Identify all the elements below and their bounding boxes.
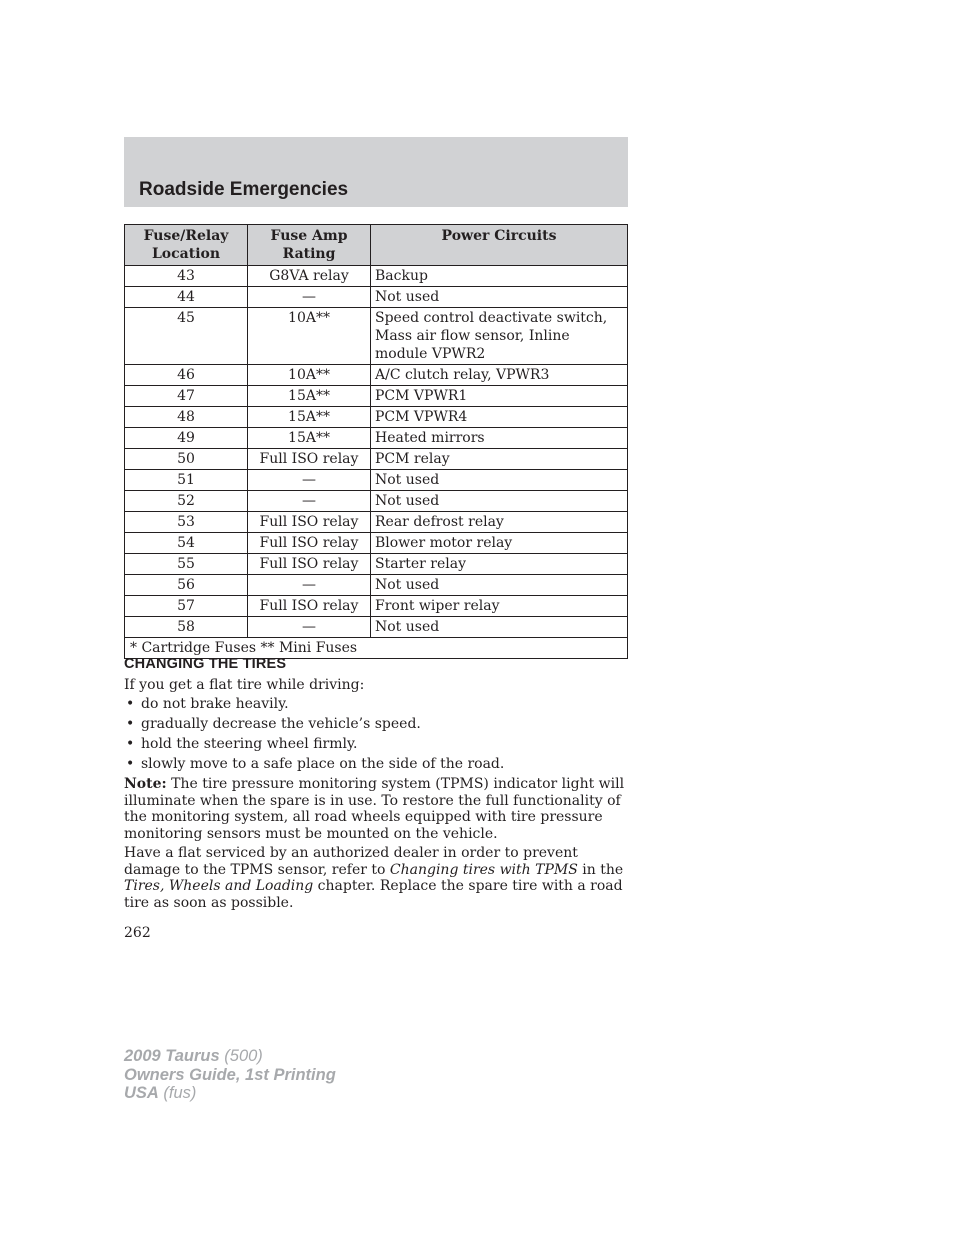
cell-location: 56 bbox=[125, 575, 248, 596]
footer-line-guide bbox=[124, 1066, 336, 1085]
note-paragraph bbox=[124, 776, 628, 842]
fuse-table bbox=[124, 224, 628, 659]
service-text-a: Have a flat serviced by an authorized dealer in order to prevent damage to the TPMS sensor, refer to bbox=[124, 845, 578, 878]
cell-amp-rating: Full ISO relay bbox=[248, 554, 371, 575]
section-heading: CHANGING THE TIRES bbox=[124, 656, 287, 672]
table-row bbox=[125, 386, 628, 407]
table-row bbox=[125, 470, 628, 491]
list-item-text: do not brake heavily. bbox=[141, 696, 289, 712]
cell-amp-rating: — bbox=[248, 287, 371, 308]
table-row bbox=[125, 449, 628, 470]
table-row bbox=[125, 512, 628, 533]
cell-amp-rating: — bbox=[248, 491, 371, 512]
table-row bbox=[125, 365, 628, 386]
cell-power-circuits: Speed control deactivate switch, Mass air flow sensor, Inline module VPWR2 bbox=[371, 308, 628, 365]
cell-power-circuits: A/C clutch relay, VPWR3 bbox=[371, 365, 628, 386]
cell-location: 52 bbox=[125, 491, 248, 512]
cell-amp-rating: — bbox=[248, 617, 371, 638]
cell-amp-rating: G8VA relay bbox=[248, 266, 371, 287]
cell-amp-rating: 10A** bbox=[248, 308, 371, 365]
cell-location: 58 bbox=[125, 617, 248, 638]
cell-amp-rating: Full ISO relay bbox=[248, 449, 371, 470]
table-row bbox=[125, 308, 628, 365]
cell-location: 49 bbox=[125, 428, 248, 449]
bullet-icon: • bbox=[126, 696, 135, 712]
cell-power-circuits: Not used bbox=[371, 575, 628, 596]
cell-power-circuits: PCM VPWR1 bbox=[371, 386, 628, 407]
footer-imprint bbox=[124, 1047, 336, 1103]
table-row bbox=[125, 266, 628, 287]
cell-power-circuits: PCM relay bbox=[371, 449, 628, 470]
cell-location: 57 bbox=[125, 596, 248, 617]
footer-guide: Owners Guide, 1st Printing bbox=[124, 1065, 336, 1084]
table-row bbox=[125, 491, 628, 512]
cell-amp-rating: 15A** bbox=[248, 386, 371, 407]
list-item-text: hold the steering wheel firmly. bbox=[141, 736, 358, 752]
cell-amp-rating: Full ISO relay bbox=[248, 533, 371, 554]
reference-tpms: Changing tires with TPMS bbox=[389, 861, 578, 878]
column-header-amp-rating: Fuse Amp Rating bbox=[248, 225, 371, 266]
cell-amp-rating: — bbox=[248, 470, 371, 491]
table-footnote: * Cartridge Fuses ** Mini Fuses bbox=[125, 638, 628, 659]
cell-location: 43 bbox=[125, 266, 248, 287]
cell-power-circuits: Rear defrost relay bbox=[371, 512, 628, 533]
service-text-c: chapter. Replace the spare tire with a road tire as soon as possible. bbox=[124, 878, 623, 911]
list-item bbox=[124, 716, 628, 733]
cell-location: 46 bbox=[125, 365, 248, 386]
cell-power-circuits: Heated mirrors bbox=[371, 428, 628, 449]
cell-amp-rating: 15A** bbox=[248, 428, 371, 449]
table-row bbox=[125, 533, 628, 554]
table-row bbox=[125, 428, 628, 449]
header-band bbox=[124, 137, 628, 207]
bullet-icon: • bbox=[126, 736, 135, 752]
table-row bbox=[125, 575, 628, 596]
footer-line-model bbox=[124, 1047, 336, 1066]
page-number: 262 bbox=[124, 925, 151, 941]
cell-power-circuits: Not used bbox=[371, 491, 628, 512]
cell-location: 47 bbox=[125, 386, 248, 407]
service-paragraph bbox=[124, 845, 628, 911]
list-item-text: slowly move to a safe place on the side of the road. bbox=[141, 756, 505, 772]
note-text: The tire pressure monitoring system (TPMS) indicator light will illuminate when the spare is in use. To restore the full functionality of the monitoring system, all road wheels equipped with tire pressure monitoring sensors must be mounted on the vehicle. bbox=[124, 776, 625, 842]
bullet-list bbox=[124, 696, 628, 773]
footer-model-code: (500) bbox=[219, 1047, 263, 1065]
cell-location: 53 bbox=[125, 512, 248, 533]
cell-power-circuits: Not used bbox=[371, 470, 628, 491]
footer-market-code: (fus) bbox=[158, 1084, 197, 1102]
table-row bbox=[125, 554, 628, 575]
list-item-text: gradually decrease the vehicle’s speed. bbox=[141, 716, 421, 732]
note-label: Note: bbox=[124, 776, 167, 792]
table-row bbox=[125, 596, 628, 617]
column-header-location: Fuse/Relay Location bbox=[125, 225, 248, 266]
footer-model: 2009 Taurus bbox=[124, 1047, 220, 1065]
cell-power-circuits: Not used bbox=[371, 287, 628, 308]
cell-power-circuits: Front wiper relay bbox=[371, 596, 628, 617]
changing-tires-section bbox=[124, 656, 628, 914]
cell-location: 51 bbox=[125, 470, 248, 491]
list-item bbox=[124, 756, 628, 773]
table-row bbox=[125, 617, 628, 638]
cell-power-circuits: Not used bbox=[371, 617, 628, 638]
cell-location: 55 bbox=[125, 554, 248, 575]
cell-power-circuits: Backup bbox=[371, 266, 628, 287]
table-row bbox=[125, 407, 628, 428]
footer-market: USA bbox=[124, 1084, 159, 1102]
cell-amp-rating: — bbox=[248, 575, 371, 596]
cell-amp-rating: 15A** bbox=[248, 407, 371, 428]
column-header-power-circuits: Power Circuits bbox=[371, 225, 628, 266]
list-item bbox=[124, 736, 628, 753]
bullet-icon: • bbox=[126, 716, 135, 732]
intro-text: If you get a flat tire while driving: bbox=[124, 676, 365, 693]
cell-location: 50 bbox=[125, 449, 248, 470]
cell-amp-rating: Full ISO relay bbox=[248, 596, 371, 617]
cell-location: 48 bbox=[125, 407, 248, 428]
table-header-row bbox=[125, 225, 628, 266]
cell-power-circuits: Starter relay bbox=[371, 554, 628, 575]
cell-amp-rating: 10A** bbox=[248, 365, 371, 386]
cell-location: 54 bbox=[125, 533, 248, 554]
bullet-icon: • bbox=[126, 756, 135, 772]
fuse-table-body bbox=[125, 266, 628, 638]
table-row bbox=[125, 287, 628, 308]
cell-location: 45 bbox=[125, 308, 248, 365]
cell-power-circuits: Blower motor relay bbox=[371, 533, 628, 554]
service-text-b: in the bbox=[577, 861, 624, 878]
footer-line-market bbox=[124, 1084, 336, 1103]
reference-chapter: Tires, Wheels and Loading bbox=[124, 878, 314, 894]
cell-amp-rating: Full ISO relay bbox=[248, 512, 371, 533]
list-item bbox=[124, 696, 628, 713]
cell-location: 44 bbox=[125, 287, 248, 308]
cell-power-circuits: PCM VPWR4 bbox=[371, 407, 628, 428]
page-title: Roadside Emergencies bbox=[139, 179, 349, 200]
